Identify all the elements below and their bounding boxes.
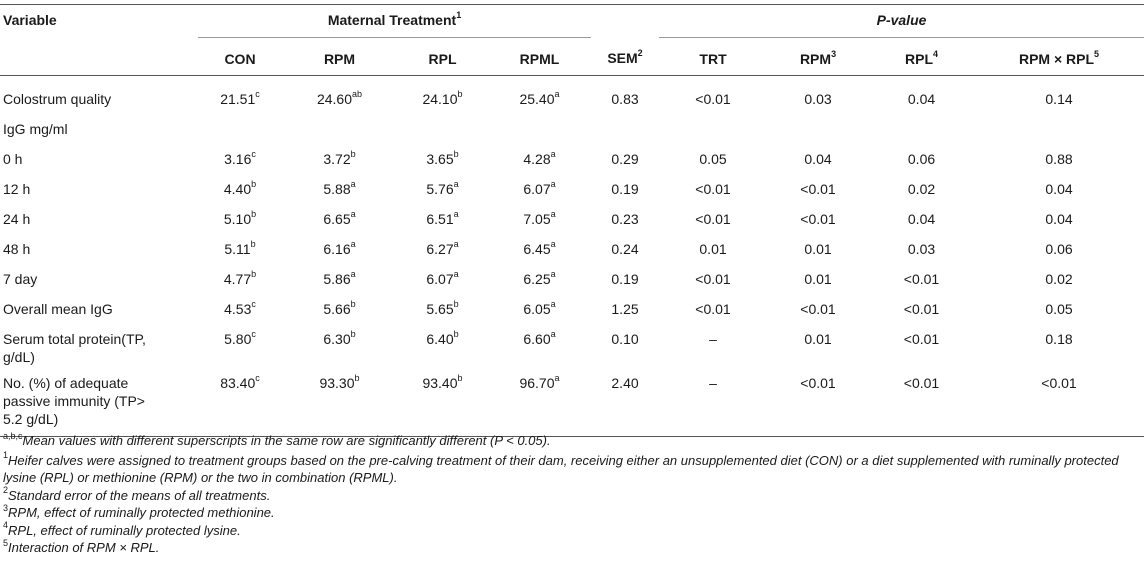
- table-cell: 7.05$^a$: [523, 209, 556, 227]
- table-cell: [869, 116, 974, 146]
- footnotes: [3, 432, 1143, 557]
- row-label: Colostrum quality: [3, 91, 112, 107]
- column-header: RPML: [488, 37, 591, 76]
- row-label: 0 h: [3, 151, 23, 167]
- table-row: [0, 266, 1144, 296]
- table-row: [0, 206, 1144, 236]
- table-cell: 0.05: [1045, 301, 1073, 317]
- table-row: [0, 370, 1144, 437]
- column-header: RPM: [282, 37, 397, 76]
- table-cell: 0.14: [1045, 91, 1073, 107]
- table-cell: <0.01: [974, 370, 1144, 437]
- header-row-1: [0, 5, 1144, 38]
- table-cell: [659, 116, 767, 146]
- table-cell: 6.45$^a$: [523, 239, 556, 257]
- footnote: $^2$Standard error of the means of all treatments.: [3, 485, 271, 503]
- table-cell: 0.01: [804, 271, 832, 287]
- table-cell: <0.01: [695, 271, 731, 287]
- table-cell: 6.07$^a$: [523, 179, 556, 197]
- table-cell: 21.51$^c$: [220, 89, 260, 107]
- footnote: $^{a,b,c}$Mean values with different superscripts in the same row are significantly different (P < 0.05).: [3, 430, 551, 448]
- table-cell: 6.60$^a$: [523, 329, 556, 347]
- table-row: [0, 326, 1144, 370]
- table-cell: 0.83: [611, 91, 639, 107]
- table-cell: 6.16$^a$: [323, 239, 356, 257]
- table-row: [0, 76, 1144, 117]
- row-label: 24 h: [3, 211, 31, 227]
- table-cell: 4.28$^a$: [523, 149, 556, 167]
- table-cell: <0.01: [767, 370, 869, 437]
- table-cell: 0.18: [1045, 331, 1073, 347]
- table-cell: [488, 116, 591, 146]
- table-cell: <0.01: [695, 211, 731, 227]
- column-header: RPM × $RPL^5$: [974, 37, 1144, 76]
- table-cell: [198, 116, 282, 146]
- table-cell: <0.01: [695, 301, 731, 317]
- table-cell: <0.01: [903, 271, 940, 287]
- maternal-treatment-header: Maternal Treatment$^1$: [198, 5, 591, 38]
- table-cell: 5.80$^c$: [224, 329, 256, 347]
- table-cell: 3.72$^b$: [323, 149, 356, 167]
- table-cell: 0.06: [907, 151, 936, 167]
- table-cell: 93.40$^b$: [397, 370, 488, 437]
- table-cell: 0.04: [804, 151, 832, 167]
- table-cell: 24.60$^{ab}$: [316, 89, 363, 107]
- table-cell: 25.40$^a$: [519, 89, 560, 107]
- table-cell: <0.01: [695, 181, 731, 197]
- table-cell: 5.76$^a$: [426, 179, 459, 197]
- table-cell: 4.40$^b$: [223, 179, 257, 197]
- table-cell: 6.40$^b$: [426, 329, 459, 347]
- table-cell: <0.01: [695, 91, 731, 107]
- table-cell: 6.05$^a$: [523, 299, 556, 317]
- table-row: [0, 116, 1144, 146]
- table-cell: 5.10$^b$: [223, 209, 257, 227]
- table-cell: 0.01: [804, 331, 832, 347]
- row-label: 12 h: [3, 181, 31, 197]
- table-cell: 0.05: [699, 151, 727, 167]
- column-header: SEM$^2$: [591, 37, 659, 76]
- table-cell: 6.65$^a$: [323, 209, 356, 227]
- table-cell: 0.04: [1045, 181, 1073, 197]
- table-cell: –: [709, 331, 717, 347]
- table-cell: 83.40$^c$: [198, 370, 282, 437]
- p-value-header: P-value: [659, 5, 1144, 38]
- table-cell: 1.25: [611, 301, 639, 317]
- table-row: [0, 176, 1144, 206]
- table-cell: [397, 116, 488, 146]
- table-cell: 0.03: [804, 91, 832, 107]
- header-row-2: [0, 37, 1144, 76]
- table-cell: 0.01: [699, 241, 727, 257]
- column-header: RPL$^4$: [869, 37, 974, 76]
- table-cell: <0.01: [800, 211, 836, 227]
- table-cell: 0.19: [611, 181, 639, 197]
- table-cell: 0.02: [1045, 271, 1073, 287]
- table-cell: [974, 116, 1144, 146]
- table-cell: 5.88$^a$: [323, 179, 356, 197]
- row-label: 48 h: [3, 241, 31, 257]
- table-cell: 3.65$^b$: [426, 149, 459, 167]
- table-cell: [591, 116, 659, 146]
- row-label: IgG mg/ml: [3, 121, 68, 137]
- table-cell: 0.04: [907, 91, 936, 107]
- table-cell: 5.11$^b$: [224, 239, 256, 257]
- table-cell: 0.04: [907, 211, 936, 227]
- column-header: CON: [198, 37, 282, 76]
- table-cell: 6.27$^a$: [426, 239, 459, 257]
- footnote: $^4$RPL, effect of ruminally protected lysine.: [3, 520, 241, 538]
- table-cell: <0.01: [800, 301, 836, 317]
- table-cell: 0.24: [611, 241, 639, 257]
- table-cell: 0.23: [611, 211, 639, 227]
- table-cell: 5.65$^b$: [426, 299, 459, 317]
- table-cell: 6.51$^a$: [426, 209, 459, 227]
- table-cell: 0.10: [611, 331, 639, 347]
- table-cell: <0.01: [903, 331, 940, 347]
- table-cell: –: [659, 370, 767, 437]
- table-cell: 93.30$^b$: [282, 370, 397, 437]
- data-table: [0, 4, 1144, 437]
- table-cell: <0.01: [903, 301, 940, 317]
- table-cell: 3.16$^c$: [224, 149, 256, 167]
- row-label: Overall mean IgG: [3, 301, 113, 317]
- table-cell: 6.30$^b$: [323, 329, 356, 347]
- table-cell: 0.01: [804, 241, 832, 257]
- footnote: $^1$Heifer calves were assigned to treatment groups based on the pre-calving treatment of their dam, receiving either an unsupplemented diet (CON) or a diet supplemented with ruminally protected lysine (RPL) or methionine (RPM) or the two in combination (RPML).: [3, 450, 1119, 485]
- table-cell: 6.07$^a$: [426, 269, 459, 287]
- row-label: 7 day: [3, 271, 38, 287]
- table-cell: [767, 116, 869, 146]
- footnote: $^5$Interaction of RPM × RPL.: [3, 537, 160, 555]
- row-label: Serum total protein(TP, g/dL): [3, 331, 146, 365]
- table-cell: 2.40: [591, 370, 659, 437]
- table-cell: 0.04: [1045, 211, 1073, 227]
- table-cell: 0.02: [907, 181, 936, 197]
- column-header: RPL: [397, 37, 488, 76]
- table-row: [0, 236, 1144, 266]
- footnote: $^3$RPM, effect of ruminally protected methionine.: [3, 502, 275, 520]
- table-cell: <0.01: [800, 181, 836, 197]
- table-cell: 96.70$^a$: [488, 370, 591, 437]
- table-row: [0, 296, 1144, 326]
- table-cell: 6.25$^a$: [523, 269, 556, 287]
- table-cell: <0.01: [869, 370, 974, 437]
- variable-header: Variable: [0, 5, 198, 38]
- row-label: No. (%) of adequate passive immunity (TP> 5.2 g/dL): [0, 370, 198, 437]
- column-header: TRT: [659, 37, 767, 76]
- table-cell: 24.10$^b$: [422, 89, 463, 107]
- table-body: [0, 76, 1144, 437]
- table-cell: 0.19: [611, 271, 639, 287]
- table-cell: 0.06: [1045, 241, 1073, 257]
- column-header: RPM$^3$: [767, 37, 869, 76]
- table-cell: 5.66$^b$: [323, 299, 356, 317]
- table-cell: 0.03: [907, 241, 936, 257]
- table-cell: 5.86$^a$: [323, 269, 356, 287]
- table-cell: 0.88: [1045, 151, 1073, 167]
- table-cell: [282, 116, 397, 146]
- table-cell: 4.77$^b$: [223, 269, 257, 287]
- table-row: [0, 146, 1144, 176]
- table-cell: 4.53$^c$: [224, 299, 256, 317]
- table-cell: 0.29: [611, 151, 639, 167]
